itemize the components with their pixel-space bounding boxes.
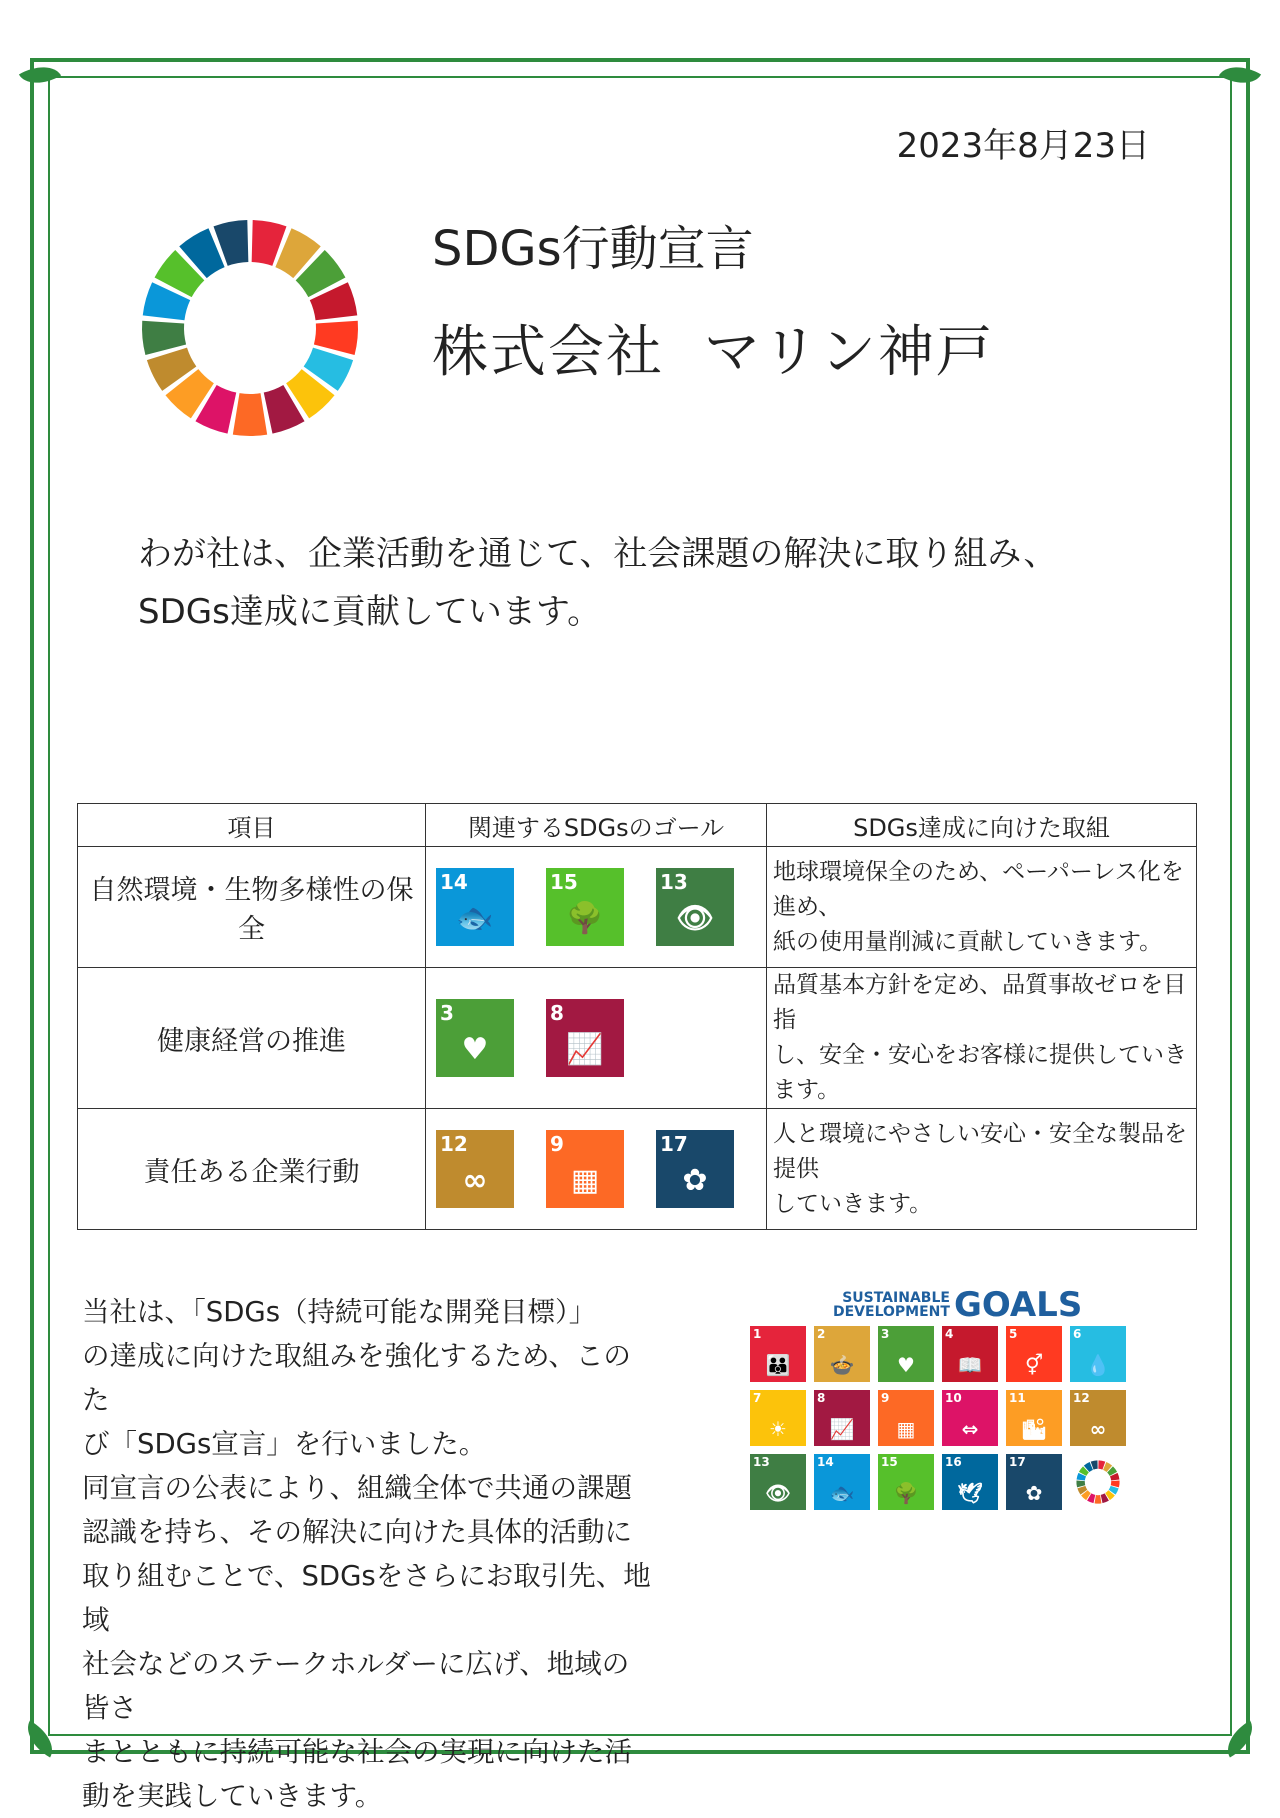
tile-number: 13 xyxy=(753,1455,770,1469)
closing-line: 社会などのステークホルダーに広げ、地域の皆さ xyxy=(82,1648,630,1724)
closing-line: 動を実践していきます。 xyxy=(82,1780,383,1812)
goal-number: 14 xyxy=(440,870,468,894)
tile-number: 9 xyxy=(881,1391,890,1405)
company-name xyxy=(432,308,994,388)
sdg-tile-11 xyxy=(1006,1390,1062,1446)
tile-number: 17 xyxy=(1009,1455,1026,1469)
closing-line: び「SDGs宣言」を行いました。 xyxy=(82,1428,487,1460)
sdg-tile-7 xyxy=(750,1390,806,1446)
cubes-icon: ▦ xyxy=(570,1163,600,1198)
tile-icon: 🐟 xyxy=(829,1481,855,1505)
action-line: 品質基本方針を定め、品質事故ゼロを目指 xyxy=(773,972,1187,1033)
table-row xyxy=(78,847,1197,968)
tile-number: 8 xyxy=(817,1391,826,1405)
action-line: 地球環境保全のため、ペーパーレス化を進め、 xyxy=(773,858,1184,920)
wheel-segment xyxy=(314,321,358,355)
tile-icon: 📖 xyxy=(957,1353,983,1377)
closing-line: の達成に向けた取組みを強化するため、このた xyxy=(82,1340,631,1416)
heartbeat-icon: ♥ xyxy=(461,1032,489,1067)
eye-globe-icon: 👁 xyxy=(675,901,715,936)
sdg-tile-15 xyxy=(878,1454,934,1510)
intro-line: SDGs達成に貢献しています。 xyxy=(138,592,602,632)
tile-number: 4 xyxy=(945,1327,954,1341)
sdg-goal-17-flower-icon xyxy=(656,1130,734,1208)
logo-line2: DEVELOPMENT xyxy=(833,1304,950,1320)
table-row xyxy=(78,968,1197,1109)
tile-number: 1 xyxy=(753,1327,762,1341)
closing-line: 取り組むことで、SDGsをさらにお取引先、地域 xyxy=(82,1560,651,1636)
action-line: 紙の使用量削減に貢献していきます。 xyxy=(773,928,1163,955)
sdg-goal-14-fish-icon xyxy=(436,868,514,946)
tile-icon: ⚥ xyxy=(1024,1353,1044,1377)
action-line: 人と環境にやさしい安心・安全な製品を提供 xyxy=(773,1120,1187,1182)
tile-icon: 👁 xyxy=(765,1481,791,1505)
tile-number: 2 xyxy=(817,1327,826,1341)
tile-number: 3 xyxy=(881,1327,890,1341)
sdg-tile-5 xyxy=(1006,1326,1062,1382)
tile-number: 16 xyxy=(945,1455,962,1469)
tile-icon: ☀ xyxy=(769,1417,787,1441)
tile-icon: ∞ xyxy=(1089,1417,1107,1441)
intro-line: わが社は、企業活動を通じて、社会課題の解決に取り組み、 xyxy=(138,534,1058,574)
tree-icon: 🌳 xyxy=(566,901,604,936)
action-line: し、安全・安心をお客様に提供していきます。 xyxy=(773,1042,1187,1103)
company-name-part1: 株式会社 xyxy=(432,320,664,385)
table-header-row xyxy=(78,804,1197,847)
row-actions xyxy=(767,968,1197,1109)
tile-icon: ▦ xyxy=(896,1417,916,1441)
row-item: 自然環境・生物多様性の保全 xyxy=(78,847,426,968)
sdg-tile-6 xyxy=(1070,1326,1126,1382)
sdg-tile-1 xyxy=(750,1326,806,1382)
goal-number: 12 xyxy=(440,1132,468,1156)
tile-icon: 🍲 xyxy=(829,1353,855,1377)
row-actions xyxy=(767,1109,1197,1230)
row-goals xyxy=(426,1109,767,1230)
tile-number: 12 xyxy=(1073,1391,1090,1405)
tile-number: 7 xyxy=(753,1391,762,1405)
sdg-tile-12 xyxy=(1070,1390,1126,1446)
sdg-wheel-icon xyxy=(140,218,360,438)
closing-line: 当社は、「SDGs（持続可能な開発目標）」 xyxy=(82,1296,597,1328)
goal-number: 9 xyxy=(550,1132,564,1156)
closing-line: まとともに持続可能な社会の実現に向けた活 xyxy=(82,1736,632,1768)
goal-number: 3 xyxy=(440,1001,454,1025)
header-actions: SDGs達成に向けた取組 xyxy=(767,804,1197,847)
wheel-segment xyxy=(1095,1495,1102,1504)
goal-number: 8 xyxy=(550,1001,564,1025)
tile-icon: 📈 xyxy=(829,1417,855,1441)
sustainable-development-goals-logo xyxy=(833,1285,1082,1325)
sdg-tile-14 xyxy=(814,1454,870,1510)
wheel-segment xyxy=(142,321,186,355)
header-item: 項目 xyxy=(78,804,426,847)
sdg-goal-8-growth-chart-icon xyxy=(546,999,624,1077)
tile-icon: ⇔ xyxy=(961,1417,979,1441)
sdg-tile-9 xyxy=(878,1390,934,1446)
sdg-tile-2 xyxy=(814,1326,870,1382)
sdg-tile-13 xyxy=(750,1454,806,1510)
tile-icon: 👪 xyxy=(765,1353,791,1377)
page-title: SDGs行動宣言 xyxy=(432,221,754,277)
goal-number: 17 xyxy=(660,1132,688,1156)
goal-number: 13 xyxy=(660,870,688,894)
row-item: 責任ある企業行動 xyxy=(78,1109,426,1230)
header-goals: 関連するSDGsのゴール xyxy=(426,804,767,847)
goal-number: 15 xyxy=(550,870,578,894)
tile-number: 6 xyxy=(1073,1327,1082,1341)
row-goals xyxy=(426,847,767,968)
declaration-date: 2023年8月23日 xyxy=(896,126,1150,166)
tile-icon: 🌳 xyxy=(893,1481,919,1505)
wheel-segment xyxy=(233,393,267,436)
row-goals xyxy=(426,968,767,1109)
tile-icon: ♥ xyxy=(897,1353,915,1377)
tile-icon: 🕊 xyxy=(957,1481,983,1505)
closing-line: 同宣言の公表により、組織全体で共通の課題 xyxy=(82,1472,632,1504)
sdg-tile-17 xyxy=(1006,1454,1062,1510)
tile-number: 5 xyxy=(1009,1327,1018,1341)
infinity-icon: ∞ xyxy=(462,1163,488,1198)
sdg-tile-10 xyxy=(942,1390,998,1446)
row-actions xyxy=(767,847,1197,968)
growth-chart-icon: 📈 xyxy=(566,1032,604,1067)
wheel-segment xyxy=(1111,1481,1120,1488)
tile-number: 10 xyxy=(945,1391,962,1405)
sdg-goal-13-eye-globe-icon xyxy=(656,868,734,946)
goals-table xyxy=(77,803,1197,1230)
tile-icon: 💧 xyxy=(1085,1353,1111,1377)
action-line: していきます。 xyxy=(773,1190,933,1217)
row-item: 健康経営の推進 xyxy=(78,968,426,1109)
tile-icon: ✿ xyxy=(1025,1481,1043,1505)
sdg-wheel-small-icon xyxy=(1070,1454,1126,1510)
intro-statement xyxy=(138,525,1057,641)
sdg-goal-12-infinity-icon xyxy=(436,1130,514,1208)
fish-icon: 🐟 xyxy=(456,901,494,936)
sdg-tile-8 xyxy=(814,1390,870,1446)
sdg-goals-grid xyxy=(750,1326,1130,1510)
sdg-tile-4 xyxy=(942,1326,998,1382)
tile-number: 15 xyxy=(881,1455,898,1469)
table-row xyxy=(78,1109,1197,1230)
closing-line: 認識を持ち、その解決に向けた具体的活動に xyxy=(82,1516,632,1548)
tile-icon: 🏙 xyxy=(1021,1417,1047,1441)
logo-goals-text: GOALS xyxy=(953,1285,1083,1325)
wheel-segment xyxy=(1076,1481,1085,1488)
sdg-goal-15-tree-icon xyxy=(546,868,624,946)
company-name-part2: マリン神戸 xyxy=(704,320,994,385)
tile-number: 14 xyxy=(817,1455,834,1469)
closing-statement xyxy=(82,1290,652,1818)
sdg-goal-9-cubes-icon xyxy=(546,1130,624,1208)
sdg-tile-3 xyxy=(878,1326,934,1382)
sdg-tile-16 xyxy=(942,1454,998,1510)
logo-line1: SUSTAINABLE xyxy=(842,1290,950,1306)
flower-icon: ✿ xyxy=(682,1163,708,1198)
tile-number: 11 xyxy=(1009,1391,1026,1405)
sdg-goal-3-heartbeat-icon xyxy=(436,999,514,1077)
